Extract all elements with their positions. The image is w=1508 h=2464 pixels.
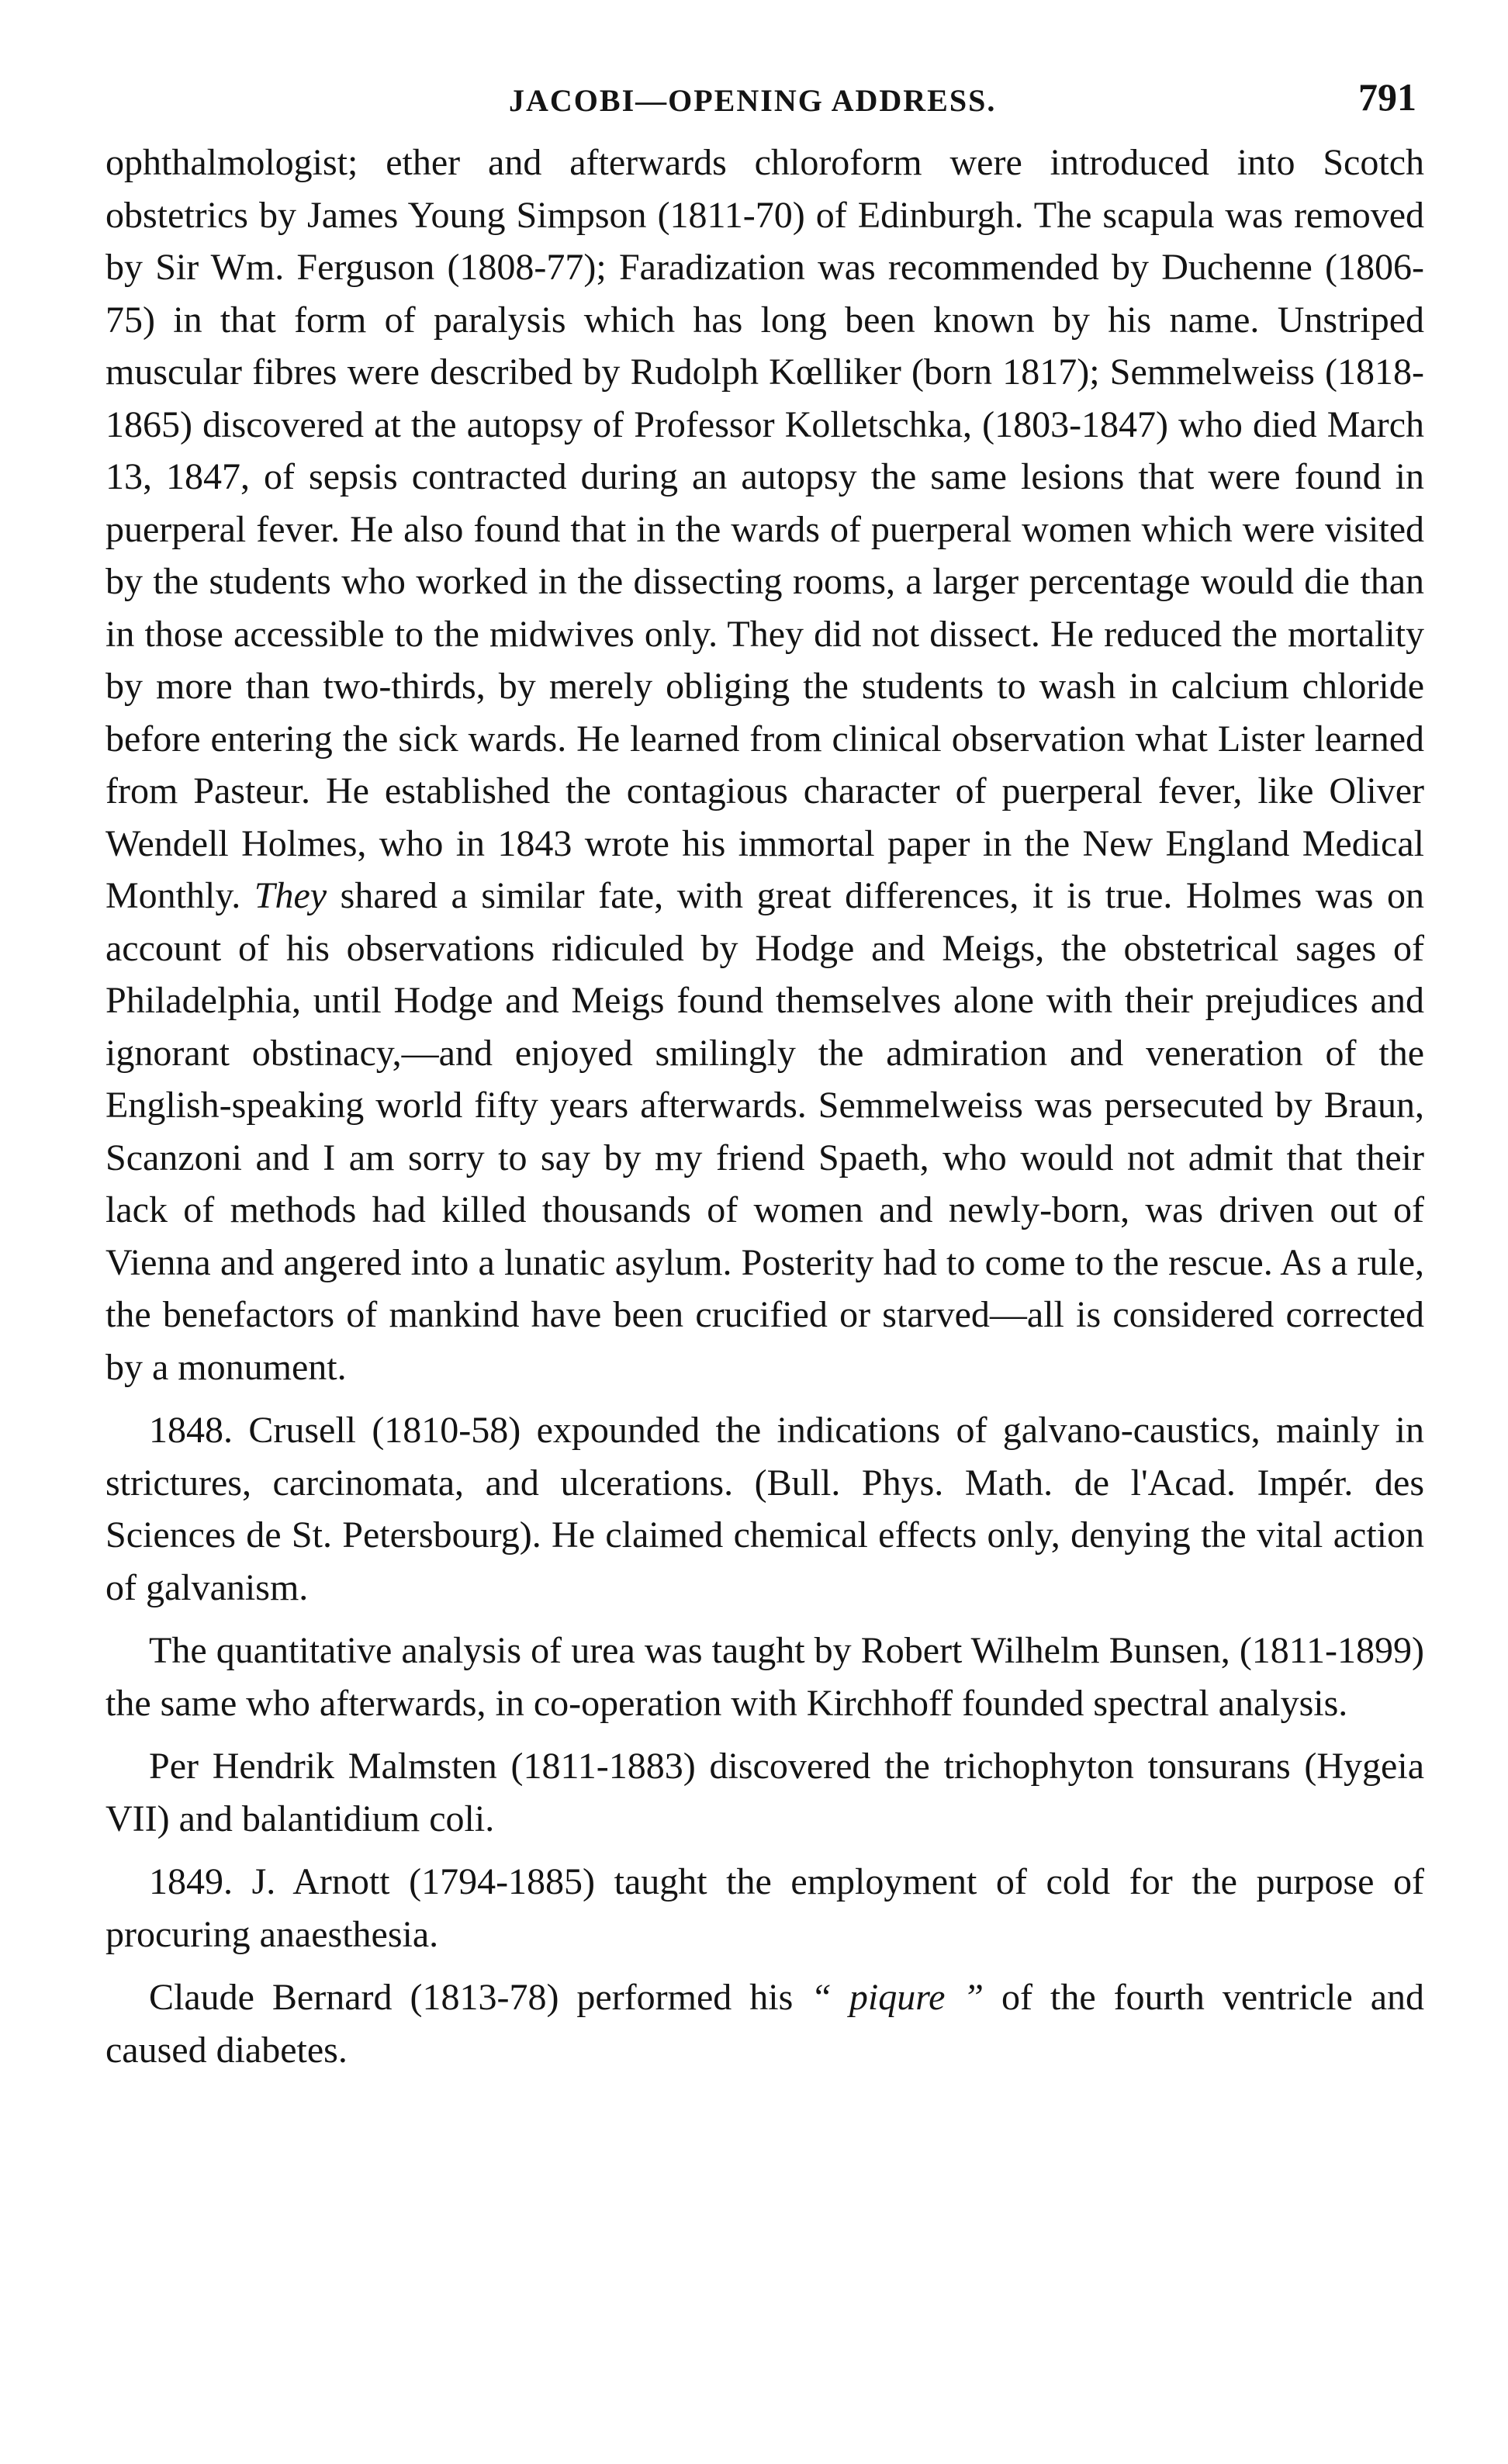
emphasis-they: They bbox=[254, 875, 327, 916]
paragraph-text: The quantitative analysis of urea was taught by Robert Wilhelm Bunsen, (1811-1899) the same who afterwards, in co-operation with Kirchhoff founded spectral analysis. bbox=[105, 1630, 1424, 1724]
paragraph-1849-arnott bbox=[105, 1856, 1424, 1960]
paragraph-bunsen bbox=[105, 1625, 1424, 1729]
paragraph-text: 1849. J. Arnott (1794-1885) taught the employment of cold for the purpose of procuring anaesthesia. bbox=[105, 1861, 1424, 1955]
running-title: JACOBI—OPENING ADDRESS. bbox=[509, 83, 997, 118]
paragraph-text-tail: of the fourth ventricle and caused diabetes. bbox=[105, 1977, 1425, 2071]
page-number: 791 bbox=[1358, 75, 1416, 119]
body-text bbox=[105, 137, 1424, 2076]
document-page bbox=[105, 74, 1424, 2433]
paragraph-text: ophthalmologist; ether and afterwards chloroform were introduced into Scotch obstetrics by James Young Simpson (1811-70) of Edinburgh. The scapula was removed by Sir Wm. Ferguson (1808-77); Faradization was recommended by Duchenne (1806-75) in that form of paralysis which has long been known by his name. Unstriped muscular fibres were described by Rudolph Kœlliker (born 1817); Semmelweiss (1818-1865) discovered at the autopsy of Professor Kolletschka, (1803-1847) who died March 13, 1847, of sepsis contracted during an autopsy the same lesions that were found in puerperal fever. He also found that in the wards of puerperal women which were visited by the students who worked in the dissecting rooms, a larger percentage would die than in those accessible to the midwives only. They did not dissect. He reduced the mortality by more than two-thirds, by merely obliging the students to wash in calcium chloride before entering the sick wards. He learned from clinical observation what Lister learned from Pasteur. He established the contagious character of puerperal fever, like Oliver Wendell Holmes, who in 1843 wrote his immortal paper in the New England Medical Monthly. bbox=[105, 142, 1424, 916]
paragraph-malmsten bbox=[105, 1740, 1424, 1845]
paragraph-text-tail: shared a similar fate, with great differences, it is true. Holmes was on account of his observations ridiculed by Hodge and Meigs, the obstetrical sages of Philadelphia, until Hodge and Meigs found themselves alone with their prejudices and ignorant obstinacy,—and enjoyed smilingly the admiration and veneration of the English-speaking world fifty years afterwards. Semmelweiss was persecuted by Braun, Scanzoni and I am sorry to say by my friend Spaeth, who would not admit that their lack of methods had killed thousands of women and newly-born, was driven out of Vienna and angered into a lunatic asylum. Posterity had to come to the rescue. As a rule, the benefactors of mankind have been crucified or starved—all is considered corrected by a monument. bbox=[105, 875, 1425, 1388]
paragraph-history-1847 bbox=[105, 137, 1424, 1393]
paragraph-text: Per Hendrik Malmsten (1811-1883) discovered the trichophyton tonsurans (Hygeia VII) and balantidium coli. bbox=[105, 1746, 1424, 1839]
paragraph-claude-bernard bbox=[105, 1971, 1424, 2076]
paragraph-1848-crusell bbox=[105, 1404, 1424, 1614]
paragraph-text: 1848. Crusell (1810-58) expounded the indications of galvano-caustics, mainly in strictures, carcinomata, and ulcerations. (Bull. Phys. Math. de l'Acad. Impér. des Sciences de St. Petersbourg). He claimed chemical effects only, denying the vital action of galvanism. bbox=[105, 1410, 1424, 1608]
emphasis-piqure: “ piqure ” bbox=[811, 1977, 984, 2018]
running-header bbox=[105, 74, 1424, 137]
paragraph-text: Claude Bernard (1813-78) performed his bbox=[149, 1977, 811, 2018]
